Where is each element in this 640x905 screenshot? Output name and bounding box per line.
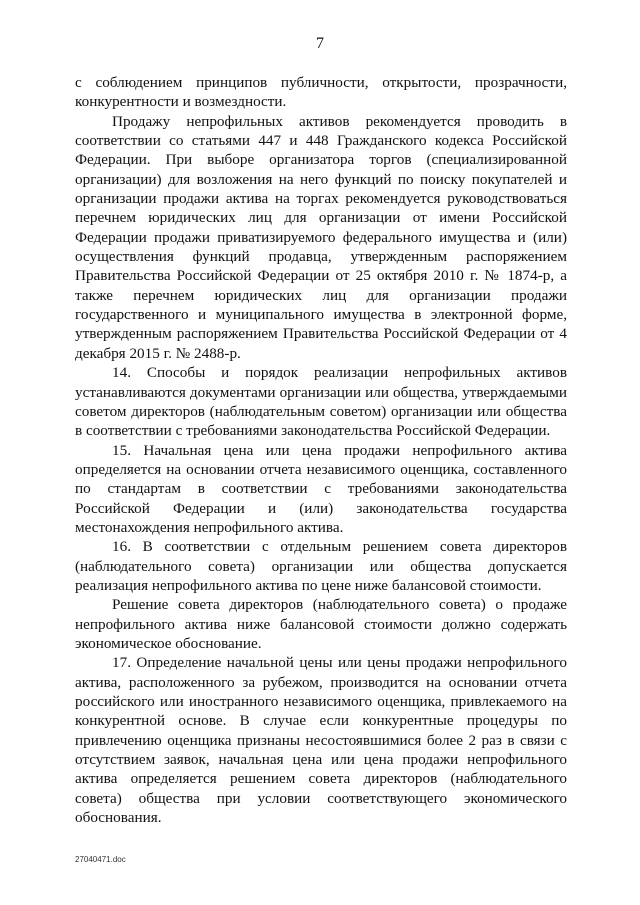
footer-filename: 27040471.doc [75,855,126,864]
paragraph-17: 17. Определение начальной цены или цены продажи непрофильного актива, расположенного за рубежом, производится на основании отчета российского или иностранного независимого оценщика, привлекаемого на конкурентной основе. В случае если конкурентные процедуры по привлечению оценщика признаны несостоявшимися более 2 раз в связи с отсутствием заявок, начальная цена или цена продажи непрофильного актива определяется решением совета директоров (наблюдательного совета) общества при условии соответствующего экономического обоснования. [75,654,567,827]
paragraph-sale-of-non-core-assets: Продажу непрофильных активов рекомендуется проводить в соответствии со статьями 447 и 448 Гражданского кодекса Российской Федерации. При выборе организатора торгов (специализированной организации) для возложения на него функций по поиску покупателей и организации продажи актива на торгах рекомендуется руководствоваться перечнем юридических лиц для организации от имени Российской Федерации продажи приватизируемого федерального имущества и (или) осуществления функций продавца, утвержденным распоряжением Правительства Российской Федерации от 25 октября 2010 г. № 1874-р, а также перечнем юридических лиц для организации продажи государственного и муниципального имущества в электронной форме, утвержденным распоряжением Правительства Российской Федерации от 4 декабря 2015 г. № 2488-р. [75,112,567,362]
paragraph-15: 15. Начальная цена или цена продажи непрофильного актива определяется на основании отчета независимого оценщика, составленного по стандартам в соответствии с требованиями законодательства Российской Федерации и (или) законодательства государства местонахождения непрофильного актива. [75,441,567,536]
paragraph-14: 14. Способы и порядок реализации непрофильных активов устанавливаются документами организации или общества, утверждаемыми советом директоров (наблюдательным советом) организации или общества в соответствии с требованиями законодательства Российской Федерации. [75,364,567,440]
document-body [75,73,567,827]
paragraph-board-decision: Решение совета директоров (наблюдательного совета) о продаже непрофильного актива ниже балансовой стоимости должно содержать экономическое обоснование. [75,596,567,652]
page-number: 7 [316,35,324,52]
paragraph-continuation: с соблюдением принципов публичности, открытости, прозрачности, конкурентности и возмездности. [75,74,567,111]
paragraph-16: 16. В соответствии с отдельным решением совета директоров (наблюдательного совета) организации или общества допускается реализация непрофильного актива по цене ниже балансовой стоимости. [75,538,567,594]
